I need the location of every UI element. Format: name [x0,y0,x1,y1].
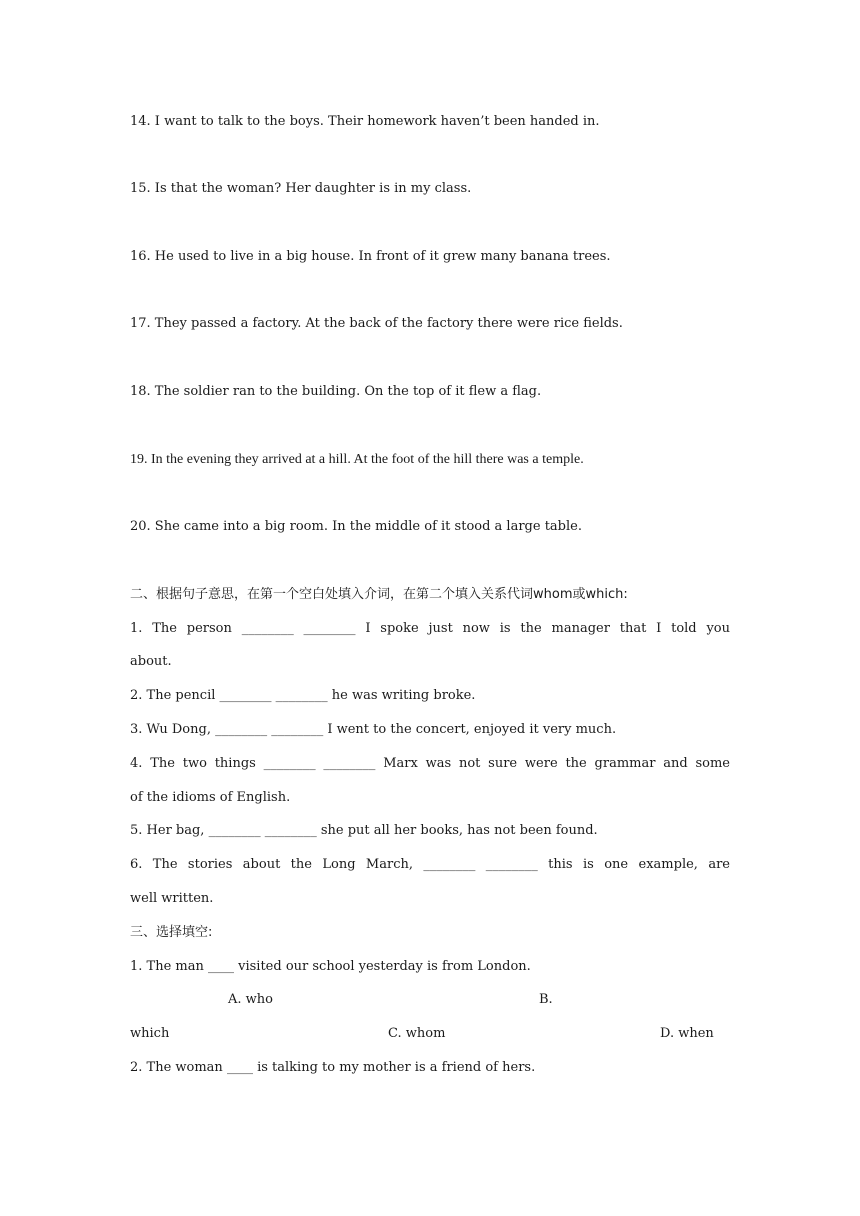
sentence-14: 14. I want to talk to the boys. Their homework haven’t been handed in. [130,114,600,129]
sentence-20: 20. She came into a big room. In the middle of it stood a large table. [130,519,582,534]
mc-question-1: 1. The man ____ visited our school yesterday is from London. [130,959,531,974]
fill-blank-1-cont: about. [130,654,172,669]
section-2-heading: 二、根据句子意思，在第一个空白处填入介词，在第二个填入关系代词whom或which: [130,587,628,602]
fill-blank-5: 5. Her bag, ________ ________ she put all her books, has not been found. [130,823,598,838]
fill-blank-6: 6. The stories about the Long March, ________ ________ this is one example, are [130,857,730,872]
sentence-17: 17. They passed a factory. At the back of the factory there were rice fields. [130,316,623,331]
mc-1-option-a: A. who [228,992,273,1007]
mc-1-option-c: C. whom [388,1026,446,1041]
fill-blank-4: 4. The two things ________ ________ Marx was not sure were the grammar and some [130,756,730,771]
sentence-18: 18. The soldier ran to the building. On the top of it flew a flag. [130,384,542,399]
mc-1-option-b-text: which [130,1026,170,1041]
mc-1-option-d: D. when [660,1026,714,1041]
mc-1-option-b-label: B. [539,992,553,1007]
sentence-15: 15. Is that the woman? Her daughter is in my class. [130,181,472,196]
fill-blank-3: 3. Wu Dong, ________ ________ I went to the concert, enjoyed it very much. [130,722,617,737]
section-3-heading: 三、选择填空: [130,925,213,940]
sentence-16: 16. He used to live in a big house. In front of it grew many banana trees. [130,249,611,264]
fill-blank-4-cont: of the idioms of English. [130,790,291,805]
mc-question-2: 2. The woman ____ is talking to my mother is a friend of hers. [130,1060,536,1075]
fill-blank-2: 2. The pencil ________ ________ he was writing broke. [130,688,476,703]
sentence-19: 19. In the evening they arrived at a hill. At the foot of the hill there was a temple. [130,452,584,467]
fill-blank-1: 1. The person ________ ________ I spoke just now is the manager that I told you [130,621,730,636]
fill-blank-6-cont: well written. [130,891,214,906]
